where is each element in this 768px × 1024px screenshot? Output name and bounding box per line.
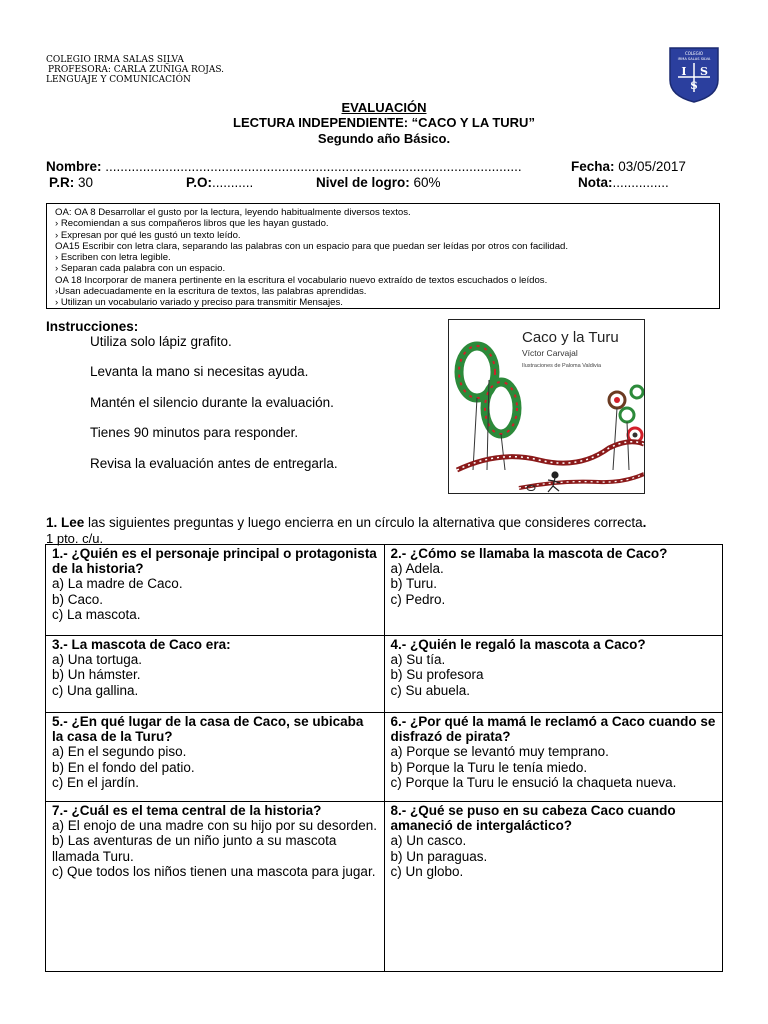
answer-option[interactable]: b) Turu.	[390, 576, 438, 592]
objective-line: › Recomiendan a sus compañeros libros que les hayan gustado.	[55, 218, 329, 230]
objective-line: › Escriben con letra legible.	[55, 252, 171, 264]
table-row	[46, 636, 723, 713]
table-row	[46, 802, 723, 972]
answer-option[interactable]: a) Porque se levantó muy temprano.	[390, 744, 609, 760]
answer-option[interactable]: a) El enojo de una madre con su hijo por su desorden.	[52, 818, 377, 834]
svg-text:COLEGIO: COLEGIO	[684, 51, 704, 56]
table-row	[46, 545, 723, 636]
teacher-name: PROFESORA: CARLA ZUÑIGA ROJAS.	[48, 65, 225, 75]
svg-text:S: S	[700, 65, 708, 78]
answer-option[interactable]: c) Que todos los niños tienen una mascota para jugar.	[52, 863, 376, 879]
answer-option[interactable]: a) Un casco.	[390, 833, 467, 849]
reading-title: LECTURA INDEPENDIENTE: “CACO Y LA TURU”	[233, 115, 535, 130]
instruction-item: Tienes 90 minutos para responder.	[90, 425, 299, 440]
question-text: 2.- ¿Cómo se llamaba la mascota de Caco?	[390, 546, 668, 561]
question-text: 4.- ¿Quién le regaló la mascota a Caco?	[390, 637, 646, 652]
objective-line: OA: OA 8 Desarrollar el gusto por la lectura, leyendo habitualmente diversos textos.	[55, 207, 411, 218]
answer-option[interactable]: a) Una tortuga.	[52, 652, 143, 668]
nombre-field[interactable]: ...............................................................................................................	[105, 159, 522, 174]
nota-label: Nota:	[578, 175, 613, 190]
nombre-label: Nombre:	[46, 159, 102, 174]
section-period: .	[642, 515, 647, 530]
question-cell	[384, 636, 723, 713]
question-cell	[384, 545, 723, 636]
book-cover-image	[448, 319, 645, 494]
po-value[interactable]: ...........	[212, 175, 254, 190]
answer-option[interactable]: b) Caco.	[52, 591, 104, 607]
answer-option[interactable]: c) Una gallina.	[52, 682, 139, 698]
answer-option[interactable]: b) Un paraguas.	[390, 848, 488, 864]
svg-text:S: S	[690, 81, 698, 92]
question-text: 5.- ¿En qué lugar de la casa de Caco, se ubicaba la casa de la Turu?	[52, 714, 364, 745]
school-crest-logo	[668, 46, 720, 104]
fecha-value: 03/05/2017	[618, 159, 686, 174]
objective-line: › Expresan por qué les gustó un texto leído.	[55, 229, 241, 241]
instruction-item: Revisa la evaluación antes de entregarla.	[90, 456, 338, 471]
answer-option[interactable]: b) Porque la Turu le tenía miedo.	[390, 759, 588, 775]
objectives-box	[46, 203, 720, 309]
svg-text:I: I	[681, 65, 687, 78]
objective-line: › Separan cada palabra con un espacio.	[55, 263, 226, 275]
answer-option[interactable]: c) Pedro.	[390, 591, 446, 607]
objective-line: ›Usan adecuadamente en la escritura de textos, las palabras aprendidas.	[55, 286, 367, 298]
answer-option[interactable]: b) Un hámster.	[52, 667, 141, 683]
pr-value: 30	[78, 175, 94, 190]
nivel-value: 60%	[413, 175, 441, 190]
answer-option[interactable]: a) Su tía.	[390, 652, 446, 668]
nota-value[interactable]: ...............	[612, 175, 669, 190]
instructions-title: Instrucciones:	[46, 319, 139, 334]
question-text: 8.- ¿Qué se puso en su cabeza Caco cuando amaneció de intergaláctico?	[390, 803, 676, 834]
table-row	[46, 713, 723, 802]
answer-option[interactable]: a) La madre de Caco.	[52, 576, 183, 592]
answer-option[interactable]: c) Su abuela.	[390, 682, 471, 698]
instruction-item: Levanta la mano si necesitas ayuda.	[90, 364, 309, 379]
fecha-row	[571, 159, 686, 174]
fecha-label: Fecha:	[571, 159, 615, 174]
answer-option[interactable]: b) En el fondo del patio.	[52, 759, 195, 775]
school-name: COLEGIO IRMA SALAS SILVA	[46, 55, 184, 65]
grade-title: Segundo año Básico.	[317, 131, 451, 146]
subject-name: LENGUAJE Y COMUNICACIÓN	[46, 75, 191, 85]
question-text: 7.- ¿Cuál es el tema central de la historia?	[52, 803, 322, 818]
evaluation-title: EVALUACIÓN	[341, 100, 427, 115]
answer-option[interactable]: b) Su profesora	[390, 667, 484, 683]
answer-option[interactable]: a) En el segundo piso.	[52, 744, 187, 760]
pr-field	[49, 175, 93, 190]
objective-line: › Utilizan un vocabulario variado y preciso para transmitir Mensajes.	[55, 297, 343, 309]
instruction-item: Utiliza solo lápiz grafito.	[90, 334, 232, 349]
points-note: 1 pto. c/u.	[46, 531, 104, 546]
question-cell	[384, 713, 723, 802]
nombre-row	[46, 159, 522, 174]
svg-text:IRMA SALAS SILVA: IRMA SALAS SILVA	[677, 57, 711, 61]
answer-option[interactable]: a) Adela.	[390, 561, 444, 577]
nivel-label: Nivel de logro:	[316, 175, 410, 190]
answer-option[interactable]: c) Un globo.	[390, 863, 464, 879]
cover-author: Víctor Carvajal	[522, 348, 578, 358]
cover-title: Caco y la Turu	[522, 329, 619, 346]
question-cell	[384, 802, 723, 972]
nota-field	[578, 175, 669, 190]
instruction-item: Mantén el silencio durante la evaluación.	[90, 395, 334, 410]
section-number: 1.	[46, 515, 58, 530]
objective-line: OA 18 Incorporar de manera pertinente en la escritura el vocabulario nuevo extraído de textos escuchados o leídos.	[55, 274, 548, 286]
cover-illustrator: Ilustraciones de Paloma Valdivia	[522, 363, 602, 369]
question-cell	[46, 636, 385, 713]
school-header	[46, 55, 224, 85]
po-field	[186, 175, 253, 190]
po-label: P.O:	[186, 175, 213, 190]
section-text: las siguientes preguntas y luego encierra en un círculo la alternativa que consideres correcta	[84, 515, 643, 530]
question-cell	[46, 545, 385, 636]
answer-option[interactable]: c) En el jardín.	[52, 774, 140, 790]
answer-option[interactable]: c) Porque la Turu le ensució la chaqueta nueva.	[390, 774, 677, 790]
section-1-intro	[46, 515, 646, 530]
objective-line: OA15 Escribir con letra clara, separando las palabras con un espacio para que puedan ser leídas por otros con facilidad.	[55, 240, 569, 252]
question-text: 6.- ¿Por qué la mamá le reclamó a Caco cuando se disfrazó de pirata?	[390, 714, 716, 745]
nivel-field	[316, 175, 441, 190]
section-lead: Lee	[61, 515, 85, 530]
book-cover-illustration	[449, 320, 645, 494]
answer-option[interactable]: c) La mascota.	[52, 606, 141, 622]
question-cell	[46, 802, 385, 972]
answer-option[interactable]: b) Las aventuras de un niño junto a su mascota llamada Turu.	[52, 833, 337, 864]
question-text: 3.- La mascota de Caco era:	[52, 637, 231, 652]
pr-label: P.R:	[49, 175, 75, 190]
question-text: 1.- ¿Quién es el personaje principal o protagonista de la historia?	[52, 546, 377, 577]
questions-table	[45, 544, 723, 972]
question-cell	[46, 713, 385, 802]
